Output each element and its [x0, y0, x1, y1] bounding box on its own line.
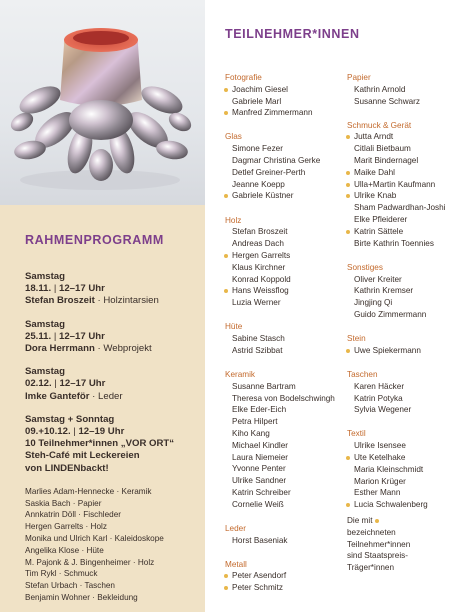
participant-row: Angelika Klose · Hüte	[25, 545, 104, 555]
event-date: 02.12.	[25, 378, 52, 390]
participant-craft: Schmuck	[63, 569, 98, 579]
participant-name: Dagmar Christina Gerke	[232, 156, 321, 166]
category-group	[225, 72, 343, 119]
participant-entry	[347, 96, 456, 108]
event-day: Samstag	[25, 318, 65, 330]
participant-row: Tim Rykl · Schmuck	[25, 569, 98, 579]
participant-name: Katrin Potyka	[354, 393, 403, 403]
participant-entry	[225, 463, 343, 475]
participant-name: Maria Kleinschmidt	[354, 464, 424, 474]
participant-craft: Bekleidung	[97, 593, 138, 603]
participant-entry	[347, 393, 456, 405]
participant-entry	[225, 238, 343, 250]
participant-entry	[347, 285, 456, 297]
participant-entry	[225, 84, 343, 96]
participant-entry	[225, 250, 343, 262]
participant-name: Marit Bindernagel	[354, 156, 419, 166]
participant-craft: Holz	[137, 557, 155, 567]
event-day: Samstag	[25, 271, 65, 282]
staatspreis-legend	[347, 515, 437, 574]
category-heading: Papier	[347, 73, 371, 82]
participant-entry	[225, 428, 343, 440]
participants-column-1	[225, 72, 343, 606]
participant-entry	[225, 179, 343, 191]
participant-entry	[225, 143, 343, 155]
category-heading: Metall	[225, 559, 247, 569]
special-event-day: Samstag + Sonntag	[25, 413, 115, 425]
participant-craft: Taschen	[84, 581, 115, 591]
event-day: Samstag	[25, 366, 65, 378]
participant-name: Maike Dahl	[354, 167, 395, 177]
participant-name: Ulrike Knab	[354, 191, 397, 201]
participant-name: Ute Ketelhake	[354, 453, 406, 462]
event-activity: Leder	[98, 390, 123, 402]
participant-entry	[347, 238, 456, 250]
left-panel	[0, 0, 205, 612]
special-event-line: Steh-Café mit Leckereien	[25, 450, 140, 462]
category-group	[347, 428, 456, 511]
participant-name: Sabine Stasch	[232, 334, 285, 344]
category-heading: Taschen	[347, 369, 378, 379]
participant-entry	[347, 381, 456, 393]
category-group	[225, 559, 343, 594]
participant-name: Hans Weissflog	[232, 286, 289, 296]
participant-name: Ulrike Isensee	[354, 441, 406, 451]
participant-entry	[347, 345, 456, 357]
participant-name: Monika und Ulrich Karl	[25, 534, 108, 544]
participant-name: Sham Padwardhan-Joshi	[354, 203, 446, 213]
participant-name: Kiho Kang	[232, 428, 270, 438]
participant-entry	[347, 179, 456, 191]
participant-entry	[225, 475, 343, 487]
participant-name: Peter Asendorf	[232, 571, 287, 581]
category-heading: Keramik	[225, 369, 256, 379]
participant-entry	[225, 345, 343, 357]
event-activity: Webprojekt	[103, 343, 152, 355]
participant-name: Stefan Broszeit	[232, 227, 288, 237]
participant-entry	[347, 309, 456, 321]
event-item: Samstag 02.12. | 12–17 Uhr Imke Ganteför · Leder	[25, 366, 200, 403]
gold-dot-icon	[224, 289, 228, 293]
participants-column-2	[347, 72, 456, 523]
participant-craft: Fischleder	[83, 510, 122, 520]
participant-name: Elke Pfleiderer	[354, 215, 408, 225]
category-group	[225, 131, 343, 202]
legend-line: sind Staatspreis-	[347, 551, 408, 561]
participant-entry	[225, 297, 343, 309]
participant-name: Kathrin Kremser	[354, 286, 414, 296]
gold-dot-icon	[346, 194, 350, 198]
participant-entry	[225, 452, 343, 464]
gold-dot-icon	[224, 88, 228, 92]
category-heading: Sonstiges	[347, 262, 383, 272]
event-date: 18.11.	[25, 283, 52, 295]
gold-dot-icon	[346, 349, 350, 353]
event-item: Samstag 25.11. | 12–17 Uhr Dora Herrmann · Webprojekt	[25, 319, 200, 356]
participant-name: Karen Häcker	[354, 381, 405, 391]
event-person: Dora Herrmann	[25, 343, 95, 355]
legend-line: Teilnehmer*innen	[347, 539, 411, 549]
participant-row: M. Pajonk & J. Bingenheimer · Holz	[25, 557, 155, 567]
special-event-line: 10 Teilnehmer*innen „VOR ORT“	[25, 438, 175, 450]
participant-name: Marion Krüger	[354, 476, 406, 486]
event-time: 12–17 Uhr	[59, 378, 106, 390]
participant-name: Luzia Werner	[232, 298, 281, 308]
participant-entry	[225, 393, 343, 405]
participant-name: Lucia Schwalenberg	[354, 500, 428, 510]
participant-entry	[347, 499, 456, 511]
participant-name: Laura Niemeier	[232, 452, 288, 462]
category-heading: Textil	[347, 429, 366, 439]
participant-name: Marlies Adam-Hennecke	[25, 486, 115, 496]
participant-name: Oliver Kreiter	[354, 274, 402, 284]
participant-craft: Hüte	[86, 545, 104, 555]
participant-entry	[347, 487, 456, 499]
participant-entry	[347, 214, 456, 226]
participant-craft: Holz	[90, 522, 107, 532]
event-date: 25.11.	[25, 330, 52, 342]
event-item: Samstag 18.11. | 12–17 Uhr Stefan Broszeit · Holzintarsien	[25, 271, 200, 308]
participant-row: Monika und Ulrich Karl · Kaleidoskope	[25, 534, 164, 544]
category-heading: Leder	[225, 523, 246, 533]
ceramic-vessel-illustration	[0, 0, 205, 205]
category-heading: Stein	[347, 334, 366, 344]
participant-entry	[225, 499, 343, 511]
participant-name: Gabriele Küstner	[232, 191, 294, 201]
participant-name: Yvonne Penter	[232, 464, 286, 474]
category-heading: Glas	[225, 132, 242, 142]
participant-entry	[347, 452, 456, 464]
gold-dot-icon	[224, 254, 228, 258]
participant-name: Andreas Dach	[232, 239, 284, 249]
participant-name: Kathrin Arnold	[354, 84, 406, 94]
participant-entry	[347, 404, 456, 416]
gold-dot-icon	[346, 171, 350, 175]
participant-entry	[347, 297, 456, 309]
participant-row: Stefan Urbach · Taschen	[25, 581, 115, 591]
participant-name: Hergen Garrelts	[25, 522, 84, 532]
participant-craft: Kaleidoskope	[114, 534, 164, 544]
participant-name: Michael Kindler	[232, 440, 288, 450]
participant-entry	[347, 476, 456, 488]
participant-entry	[347, 131, 456, 143]
participant-name: Peter Schmitz	[232, 583, 283, 593]
special-event-time: 12–19 Uhr	[78, 426, 125, 438]
participant-row: Marlies Adam-Hennecke · Keramik	[25, 486, 152, 496]
participant-entry	[347, 440, 456, 452]
participant-name: Hergen Garrelts	[232, 250, 291, 260]
participant-name: Detlef Greiner-Perth	[232, 167, 306, 177]
participant-name: Ulrike Sandner	[232, 476, 287, 486]
participant-name: Uwe Spiekermann	[354, 345, 421, 355]
participant-entry	[225, 167, 343, 179]
participant-list	[25, 486, 200, 604]
gold-dot-icon	[224, 574, 228, 578]
category-heading: Hüte	[225, 322, 243, 332]
legend-line: Träger*innen	[347, 563, 395, 573]
event-time: 12–17 Uhr	[59, 283, 105, 295]
category-group	[225, 369, 343, 511]
special-event-line: von LINDENbackt!	[25, 462, 109, 474]
participant-entry	[347, 202, 456, 214]
legend-line: Die mit	[347, 516, 373, 525]
participant-entry	[225, 416, 343, 428]
participant-name: Katrin Schreiber	[232, 487, 291, 497]
category-heading: Fotografie	[225, 73, 262, 82]
participant-entry	[225, 404, 343, 416]
participant-name: Klaus Kirchner	[232, 262, 286, 272]
category-group	[347, 333, 456, 357]
participant-name: Jingjing Qi	[354, 298, 393, 308]
category-group	[225, 523, 343, 547]
participant-entry	[347, 274, 456, 286]
participant-name: M. Pajonk & J. Bingenheimer	[25, 557, 131, 567]
participant-entry	[225, 96, 343, 108]
participant-name: Citlali Bietbaum	[354, 144, 411, 154]
participant-entry	[225, 381, 343, 393]
participant-name: Annkatrin Döll	[25, 510, 76, 520]
participant-entry	[225, 333, 343, 345]
gold-dot-icon	[346, 230, 350, 234]
participant-entry	[225, 487, 343, 499]
participant-name: Cornelie Weiß	[232, 499, 284, 509]
participant-name: Sylvia Wegener	[354, 405, 412, 415]
category-group	[347, 120, 456, 250]
event-activity: Holzintarsien	[103, 295, 159, 307]
gold-dot-icon	[375, 519, 379, 523]
participant-name: Birte Kathrin Toennies	[354, 238, 434, 248]
participant-entry	[347, 84, 456, 96]
participant-name: Manfred Zimmermann	[232, 108, 313, 118]
teilnehmer-title: TEILNEHMER*INNEN	[225, 27, 360, 41]
participant-name: Tim Rykl	[25, 569, 57, 579]
participant-name: Angelika Klose	[25, 545, 80, 555]
participant-name: Gabriele Marl	[232, 96, 282, 106]
category-heading: Schmuck & Gerät	[347, 120, 412, 130]
special-event-date: 09.+10.12.	[25, 426, 71, 438]
participant-entry	[225, 190, 343, 202]
rahmenprogramm-title: RAHMENPROGRAMM	[25, 233, 164, 247]
participant-entry	[225, 107, 343, 119]
participant-entry	[347, 155, 456, 167]
participant-entry	[225, 535, 343, 547]
gold-dot-icon	[346, 503, 350, 507]
gold-dot-icon	[224, 586, 228, 590]
participant-entry	[225, 440, 343, 452]
participant-name: Jeanne Koepp	[232, 179, 285, 189]
rahmenprogramm-section	[25, 233, 200, 604]
participant-entry	[225, 262, 343, 274]
participant-entry	[347, 226, 456, 238]
participant-name: Stefan Urbach	[25, 581, 78, 591]
participant-name: Guido Zimmermann	[354, 309, 427, 319]
participant-name: Saskia Bach	[25, 498, 71, 508]
participant-row: Annkatrin Döll · Fischleder	[25, 510, 122, 520]
participant-row: Benjamin Wohner · Bekleidung	[25, 593, 138, 603]
special-event: Samstag + Sonntag 09.+10.12. | 12–19 Uhr 10 Teilnehmer*innen „VOR ORT“ Steh-Café mit Leckereien von LINDENbackt!	[25, 414, 200, 475]
category-group	[225, 321, 343, 356]
participant-name: Jutta Arndt	[354, 132, 394, 142]
legend-line: bezeichneten	[347, 527, 396, 537]
participant-row: Saskia Bach · Papier	[25, 498, 102, 508]
right-panel	[205, 0, 456, 612]
participant-entry	[347, 143, 456, 155]
participant-name: Astrid Szibbat	[232, 345, 283, 355]
participant-entry	[225, 274, 343, 286]
participant-name: Konrad Koppold	[232, 274, 291, 284]
participant-name: Susanne Bartram	[232, 381, 296, 391]
participant-name: Esther Mann	[354, 488, 401, 498]
participant-name: Benjamin Wohner	[25, 593, 90, 603]
participant-name: Katrin Sättele	[354, 226, 404, 236]
participant-entry	[347, 167, 456, 179]
participant-entry	[225, 570, 343, 582]
category-heading: Holz	[225, 215, 242, 225]
participant-entry	[347, 464, 456, 476]
gold-dot-icon	[224, 111, 228, 115]
ceramic-vessel-photo	[0, 0, 205, 205]
participant-name: Simone Fezer	[232, 144, 283, 154]
gold-dot-icon	[346, 456, 350, 460]
event-person: Stefan Broszeit	[25, 295, 95, 307]
category-group	[347, 369, 456, 416]
participant-entry	[347, 190, 456, 202]
participant-name: Horst Baseniak	[232, 535, 288, 545]
category-group	[347, 72, 456, 107]
event-person: Imke Ganteför	[25, 390, 90, 402]
event-time: 12–17 Uhr	[59, 330, 105, 342]
participant-name: Elke Eder-Eich	[232, 405, 287, 415]
participant-craft: Papier	[77, 498, 102, 508]
participant-entry	[225, 285, 343, 297]
category-group	[225, 215, 343, 309]
gold-dot-icon	[346, 183, 350, 187]
participant-name: Joachim Giesel	[232, 84, 288, 94]
participant-name: Theresa von Bodelschwingh	[232, 393, 335, 403]
participant-name: Petra Hilpert	[232, 417, 278, 427]
participant-name: Ulla+Martin Kaufmann	[354, 179, 436, 189]
participant-row: Hergen Garrelts · Holz	[25, 522, 107, 532]
participant-entry	[225, 226, 343, 238]
category-group	[347, 262, 456, 321]
participant-entry	[225, 582, 343, 594]
participant-entry	[225, 155, 343, 167]
gold-dot-icon	[224, 194, 228, 198]
gold-dot-icon	[346, 135, 350, 139]
participant-name: Susanne Schwarz	[354, 96, 420, 106]
participant-craft: Keramik	[121, 486, 152, 496]
